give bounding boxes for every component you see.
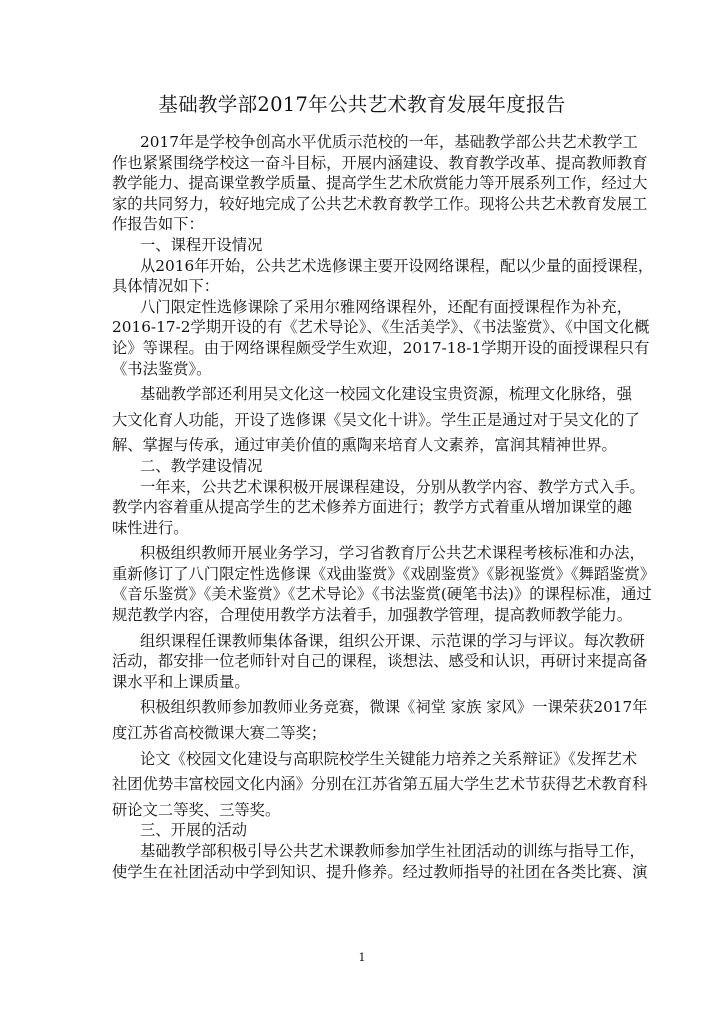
page-number: 1 <box>358 951 366 964</box>
paragraph-line: 活动，都安排一位老师针对自己的课程，谈想法、感受和认识，再研讨来提高备 <box>112 652 648 671</box>
document-body <box>112 132 656 882</box>
paragraph-line: 2016-17-2学期开设的有《艺术导论》、《生活美学》、《书法鉴赏》、《中国文化概 <box>112 318 650 337</box>
paragraph-line: 解、掌握与传承，通过审美价值的熏陶来培育人文素养，富润其精神世界。 <box>112 436 617 455</box>
paragraph-line: 具体情况如下： <box>112 277 220 296</box>
paragraph-line: 从2016年开始，公共艺术选修课主要开设网络课程，配以少量的面授课程， <box>140 256 654 275</box>
paragraph-line: 研论文二等奖、三等奖。 <box>112 800 281 819</box>
paragraph-line: 课水平和上课质量。 <box>112 672 250 691</box>
document-title: 基础教学部2017年公共艺术教育发展年度报告 <box>158 93 566 116</box>
paragraph-line: 《书法鉴赏》。 <box>112 359 212 378</box>
paragraph-line: 积极组织教师开展业务学习，学习省教育厅公共艺术课程考核标准和办法， <box>140 544 645 563</box>
section-heading: 二、教学建设情况 <box>140 456 263 475</box>
paragraph-line: 家的共同努力，较好地完成了公共艺术教育教学工作。现将公共艺术教育发展工 <box>112 194 648 213</box>
paragraph-line: 重新修订了八门限定性选修课《戏曲鉴赏》《戏剧鉴赏》《影视鉴赏》《舞蹈鉴赏》 <box>112 564 656 583</box>
paragraph-line: 社团优势丰富校园文化内涵》分别在江苏省第五届大学生艺术节获得艺术教育科 <box>112 775 648 794</box>
paragraph-line: 作报告如下： <box>112 215 204 234</box>
paragraph-line: 作也紧紧围绕学校这一奋斗目标，开展内涵建设、教育教学改革、提高教师教育 <box>112 153 648 172</box>
paragraph-line: 味性进行。 <box>112 518 189 537</box>
paragraph-line: 使学生在社团活动中学到知识、提升修养。经过教师指导的社团在各类比赛、演 <box>112 862 648 881</box>
paragraph-line: 组织课程任课教师集体备课，组织公开课、示范课的学习与评议。每次教研 <box>140 631 645 650</box>
paragraph-line: 八门限定性选修课除了采用尔雅网络课程外，还配有面授课程作为补充， <box>140 297 632 316</box>
paragraph-line: 论文《校园文化建设与高职院校学生关键能力培养之关系辩证》《发挥艺术 <box>140 749 638 768</box>
paragraph-line: 2017年是学校争创高水平优质示范校的一年，基础教学部公共艺术教学工 <box>140 133 638 151</box>
paragraph-line: 规范教学内容，合理使用教学方法着手，加强教学管理，提高教师教学能力。 <box>112 606 633 625</box>
paragraph-line: 《音乐鉴赏》《美术鉴赏》《艺术导论》《书法鉴赏(硬笔书法)》的课程标准，通过 <box>112 585 652 604</box>
paragraph-line: 度江苏省高校微课大赛二等奖； <box>112 724 327 743</box>
paragraph-line: 教学内容着重从提高学生的艺术修养方面进行；教学方式着重从增加课堂的趣 <box>112 498 633 517</box>
section-heading: 三、开展的活动 <box>140 821 248 840</box>
paragraph-line: 教学能力、提高课堂教学质量、提高学生艺术欣赏能力等开展系列工作，经过大 <box>112 174 648 193</box>
paragraph-line: 基础教学部积极引导公共艺术课教师参加学生社团活动的训练与指导工作， <box>140 842 645 860</box>
paragraph-line: 大文化育人功能，开设了选修课《吴文化十讲》。学生正是通过对于吴文化的了 <box>112 410 640 429</box>
paragraph-line: 基础教学部还利用吴文化这一校园文化建设宝贵资源，梳理文化脉络，强 <box>140 385 632 404</box>
paragraph-line: 一年来，公共艺术课积极开展课程建设，分别从教学内容、教学方式入手。 <box>140 477 645 496</box>
section-heading: 一、课程开设情况 <box>140 235 263 254</box>
paragraph-line: 论》等课程。由于网络课程颇受学生欢迎，2017-18-1学期开设的面授课程只有 <box>112 338 650 357</box>
paragraph-line: 积极组织教师参加教师业务竞赛，微课《祠堂 家族 家风》一课荣获2017年 <box>140 698 648 717</box>
